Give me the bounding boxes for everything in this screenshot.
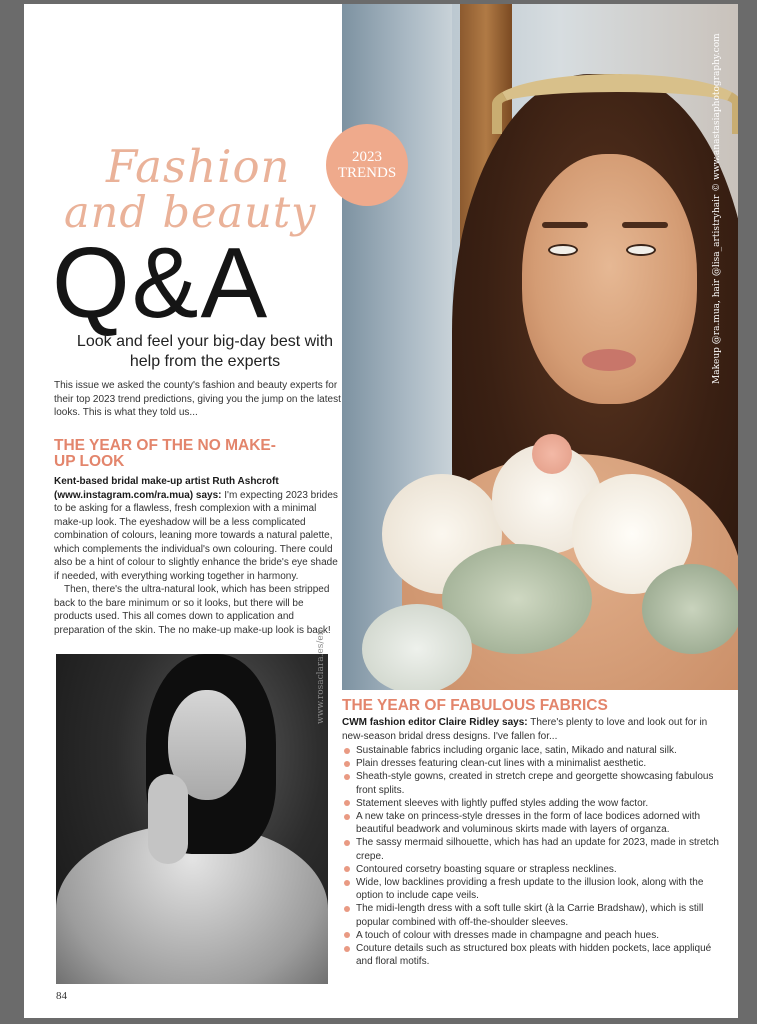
list-item: Sheath-style gowns, created in stretch crepe and georgette showcasing fabulous front splits. <box>342 770 727 796</box>
list-item: Plain dresses featuring clean-cut lines with a minimalist aesthetic. <box>342 757 727 770</box>
makeup-source: Kent-based bridal make-up artist Ruth Ashcroft (www.instagram.com/ra.mua) says: <box>54 476 279 501</box>
fabrics-list <box>342 744 727 968</box>
list-item: Contoured corsetry boasting square or strapless necklines. <box>342 863 727 876</box>
photo-credit-bw: www.rosaclara.es/en <box>316 629 326 724</box>
makeup-para2: Then, there's the ultra-natural look, which has been stripped back to the bare minimum or so it looks, but there will be products used. This all comes down to application and preparation of the skin. The no make-up make-up look is back! <box>54 584 331 636</box>
photo-credit: Makeup @ra.mua, hair @lisa_artistryhair © www.anastasiaphotography.com <box>712 33 722 384</box>
makeup-body <box>54 475 342 637</box>
hero-bride-photo <box>342 4 738 690</box>
fabrics-intro: CWM fashion editor Claire Ridley says: There's plenty to love and look out for in new-season bridal dress designs. I've fallen for... <box>342 717 708 742</box>
list-item: Wide, low backlines providing a fresh update to the illusion look, along with the option to include cape veils. <box>342 876 727 902</box>
makeup-heading: THE YEAR OF THE NO MAKE-UP LOOK <box>54 437 276 470</box>
intro-text: This issue we asked the county's fashion and beauty experts for their top 2023 trend predictions, giving you the jump on the latest looks. This is what they told us... <box>54 380 341 418</box>
list-item: The midi-length dress with a soft tulle skirt (à la Carrie Bradshaw), which is still popular combined with off-the-shoulder sleeves. <box>342 902 727 928</box>
standfirst: Look and feel your big-day best with help from the experts <box>76 333 334 370</box>
script-heading-line2: and beauty <box>64 188 317 238</box>
list-item: Sustainable fabrics including organic lace, satin, Mikado and natural silk. <box>342 744 727 757</box>
script-heading-line1: Fashion <box>106 140 291 193</box>
page-title: Q&A <box>52 227 270 339</box>
makeup-para1: I'm expecting 2023 brides to be asking for a flawless, fresh complexion with a minimal make-up look. The eyeshadow will be a less complicated combination of colours, leaning more towards a natural palette, which complements the individual's own colouring. There could also be a hint of colour to slightly enhance the bride's eye shade if needed, with everything working together in harmony. <box>54 489 338 582</box>
jewelled-headband <box>492 74 738 134</box>
list-item: Couture details such as structured box pleats with hidden pockets, lace appliqué and floral motifs. <box>342 942 727 968</box>
fabrics-source: CWM fashion editor Claire Ridley says: <box>342 717 528 728</box>
list-item: A new take on princess-style dresses in the form of lace bodices adorned with beautiful beadwork and voluminous skirts made with layers of organza. <box>342 810 727 836</box>
bw-bride-photo <box>56 654 328 984</box>
list-item: The sassy mermaid silhouette, which has had an update for 2023, made in stretch crepe. <box>342 836 727 862</box>
list-item: A touch of colour with dresses made in champagne and peach hues. <box>342 929 727 942</box>
badge-label: TRENDS <box>337 165 397 181</box>
fabrics-heading: THE YEAR OF FABULOUS FABRICS <box>342 697 608 714</box>
page-number: 84 <box>56 990 67 1002</box>
badge-year: 2023 <box>352 149 382 165</box>
list-item: Statement sleeves with lightly puffed styles adding the wow factor. <box>342 797 727 810</box>
trends-badge <box>326 124 408 206</box>
magazine-page <box>24 4 738 1018</box>
